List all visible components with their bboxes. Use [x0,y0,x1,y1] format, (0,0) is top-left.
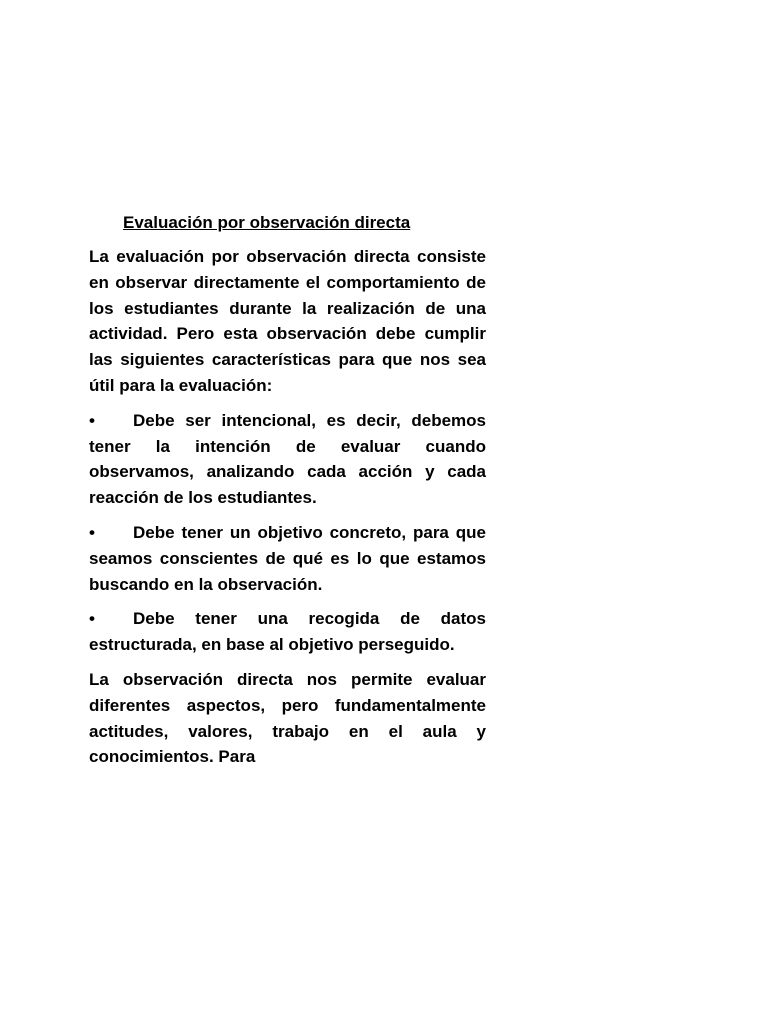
bullet-marker: • [89,410,95,430]
bullet-item-3 [89,606,486,658]
document-title: Evaluación por observación directa [123,213,411,232]
bullet-text: Debe tener un objetivo concreto, para que seamos conscientes de qué es lo que estamos buscando en la observación. [89,522,486,594]
bullet-text: Debe tener una recogida de datos estructurada, en base al objetivo perseguido. [89,609,486,655]
bullet-text: Debe ser intencional, es decir, debemos tener la intención de evaluar cuando observamos, analizando cada acción y cada reacción de los estudiantes. [89,410,486,508]
bullet-item-1 [89,408,486,511]
document-page [89,210,486,779]
intro-paragraph: La evaluación por observación directa consiste en observar directamente el comportamiento de los estudiantes durante la realización de una actividad. Pero esta observación debe cumplir las siguientes características para que nos sea útil para la evaluación: [89,247,486,395]
bullet-marker: • [89,522,95,542]
closing-paragraph: La observación directa nos permite evaluar diferentes aspectos, pero fundamentalmente actitudes, valores, trabajo en el aula y conocimientos. Para [89,669,486,767]
bullet-item-2 [89,520,486,597]
bullet-marker: • [89,609,95,629]
